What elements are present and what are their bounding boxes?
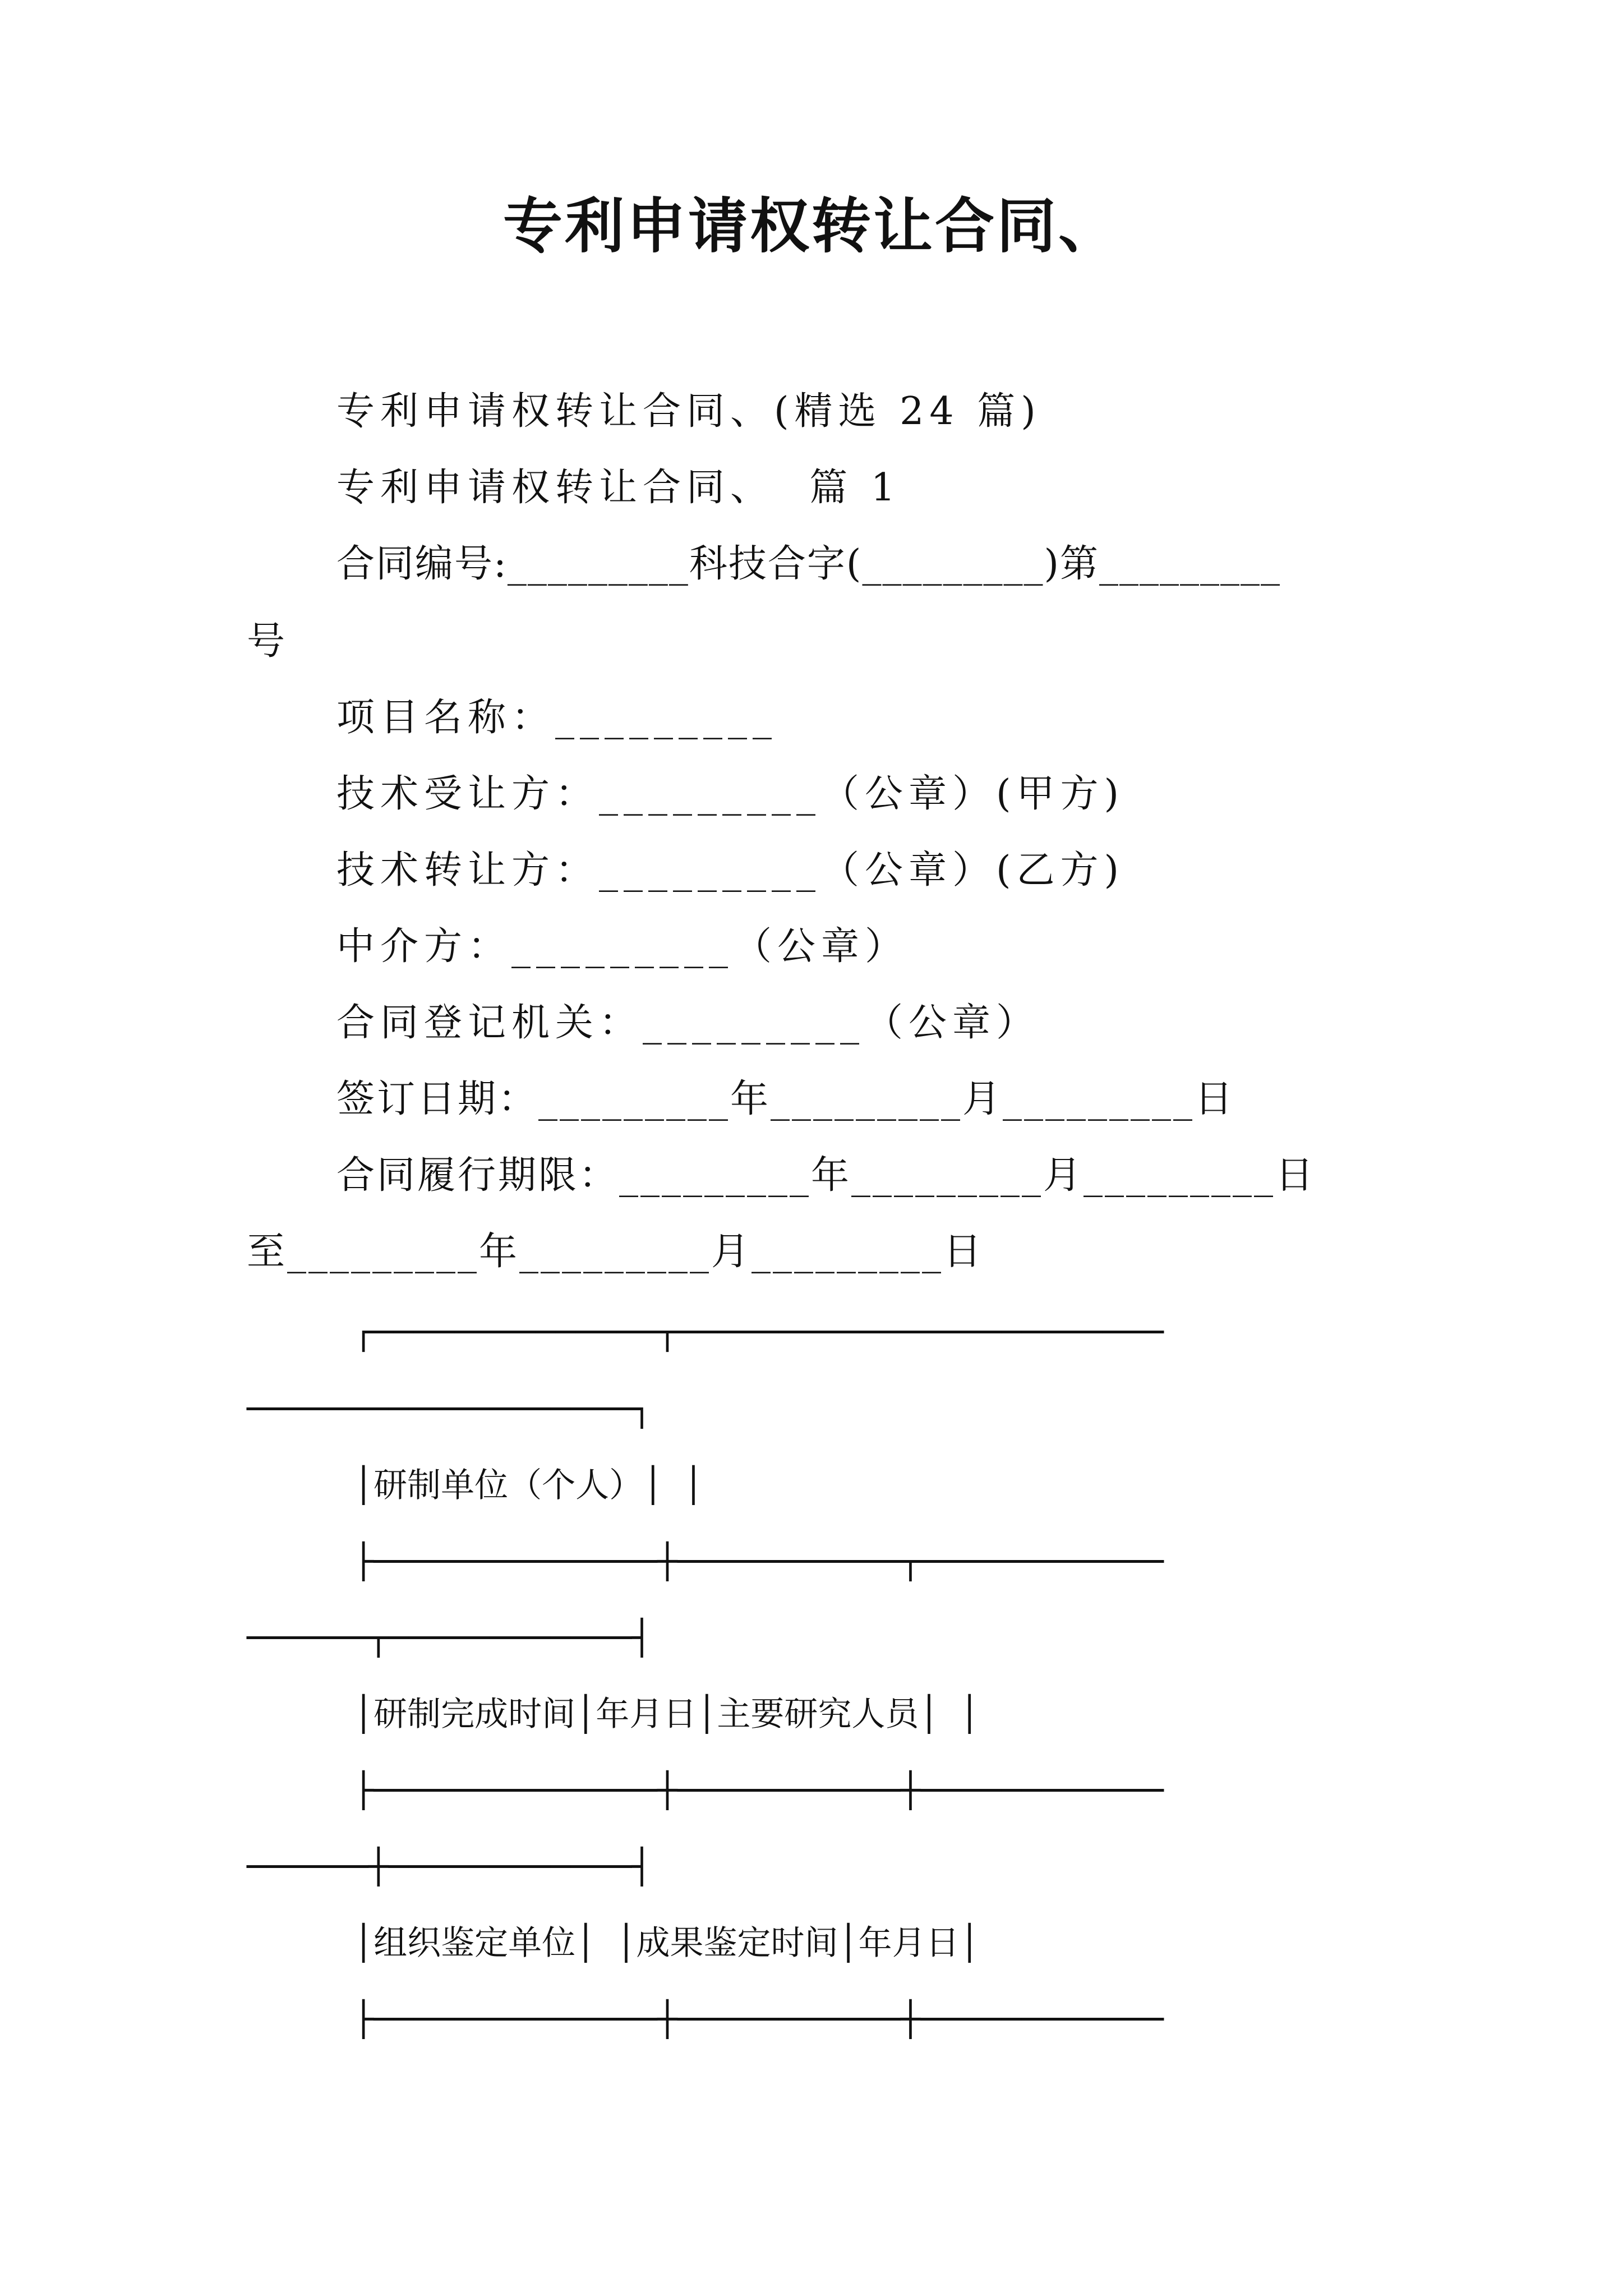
table-row: │组织鉴定单位│ │成果鉴定时间│年月日│ [353,1924,980,1963]
table-row: │研制完成时间│年月日│主要研究人员│ │ [353,1695,980,1734]
contract-number-continuation: 号 [247,619,291,664]
part-heading: 专利申请权转让合同、 篇 1 [336,466,901,510]
project-name-line: 项目名称：_________ [336,696,778,740]
table-row: │研制单位（个人）│ │ [353,1466,704,1505]
document-title: 专利申请权转让合同、 [503,191,1120,261]
assignor-line: 技术转让方：_________（公章）(乙方) [336,848,1125,892]
table-rule: ├──────────────┼───────────┼──────────── [353,1771,1164,1810]
table-rule: ├──────────────┼───────────┬──────────── [353,1542,1164,1581]
table-rule: ├──────────────┼───────────┼──────────── [353,2000,1164,2039]
table-rule: ┌──────────────┬──────────────────────── [353,1313,1164,1352]
intro-line: 专利申请权转让合同、(精选 24 篇) [336,389,1041,434]
registry-line: 合同登记机关：_________（公章） [336,1001,1040,1045]
assignee-line: 技术受让方：_________（公章）(甲方) [336,772,1125,816]
table-rule: ───────────────────┐ [247,1389,652,1429]
signing-date-line: 签订日期：_________年_________月_________日 [336,1077,1235,1121]
term-continuation: 至_________年_________月_________日 [247,1230,984,1274]
table-rule: ──────┼────────────┤ [247,1847,652,1887]
contract-number-line: 合同编号:_________科技合字(_________)第_________ [336,542,1281,586]
term-line: 合同履行期限：_________年_________月_________日 [336,1153,1316,1198]
table-rule: ──────┬────────────┤ [247,1618,652,1658]
intermediary-line: 中介方：_________（公章） [336,924,909,969]
